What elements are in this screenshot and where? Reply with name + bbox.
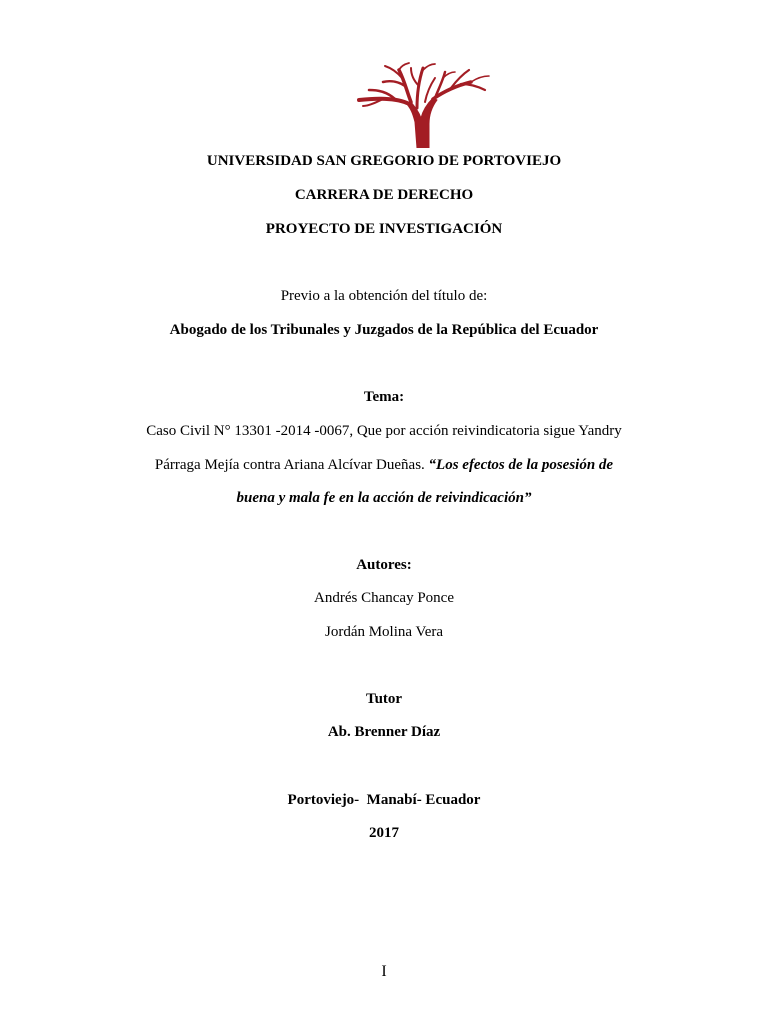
topic-label: Tema: [363,389,405,405]
career-name: CARRERA DE DERECHO [294,187,474,203]
place: Portoviejo- Manabí- Ecuador [287,792,481,808]
topic-line-2 [0,456,768,474]
page-number: I [381,963,387,980]
tutor-label: Tutor [365,691,403,707]
degree-intro: Previo a la obtención del título de: [280,288,488,304]
tutor-name: Ab. Brenner Díaz [327,724,441,740]
topic-line-2-italic: “Los efectos de la posesión de [428,457,614,473]
author-name: Jordán Molina Vera [324,624,444,640]
university-name: UNIVERSIDAD SAN GREGORIO DE PORTOVIEJO [206,153,562,169]
tree-logo-icon [355,62,490,148]
topic-line-3: buena y mala fe en la acción de reivindicación” [236,490,532,506]
authors-label: Autores: [356,557,412,573]
topic-line-2-plain: Párraga Mejía contra Ariana Alcívar Dueñas. [154,457,425,473]
topic-line-1: Caso Civil N° 13301 -2014 -0067, Que por acción reivindicatoria sigue Yandry [146,423,622,439]
year: 2017 [369,825,399,841]
author-name: Andrés Chancay Ponce [314,590,454,606]
project-type: PROYECTO DE INVESTIGACIÓN [265,221,503,237]
degree-title: Abogado de los Tribunales y Juzgados de la República del Ecuador [169,322,599,338]
